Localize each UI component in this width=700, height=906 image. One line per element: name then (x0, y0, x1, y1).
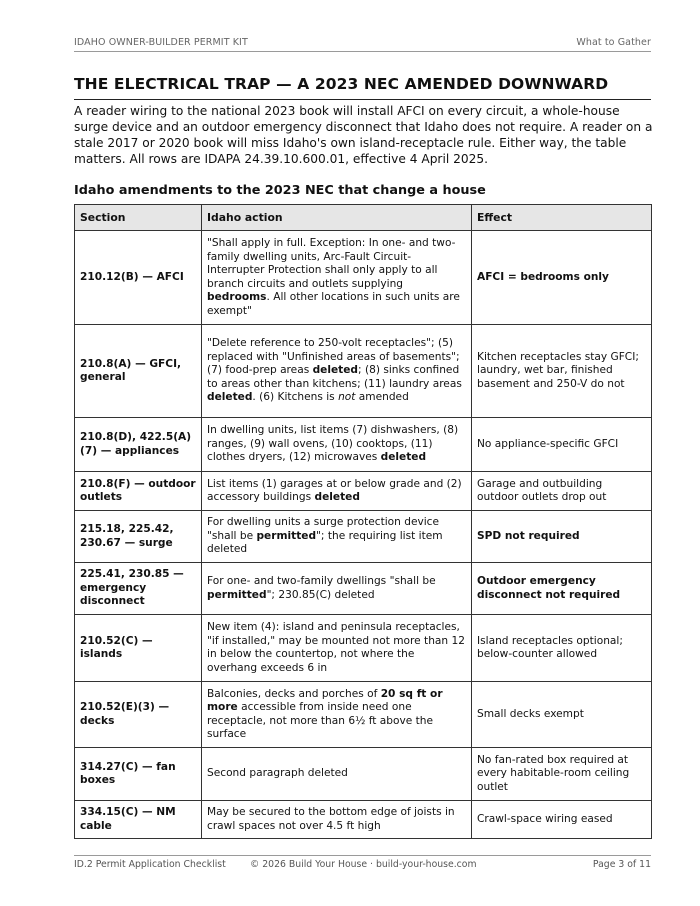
title-rule (74, 99, 651, 100)
cell-text: Balconies, decks and porches of (207, 687, 381, 700)
cell-text: For dwelling units a surge protection device "shall be (207, 516, 440, 542)
section-cell: 314.27(C) — fan boxes (75, 748, 202, 801)
action-cell (202, 615, 472, 682)
cell-text: Island receptacles optional; below-counter allowed (477, 634, 623, 660)
effect-cell (472, 801, 652, 839)
table-row (75, 511, 652, 563)
bold-emphasis: deleted (380, 451, 427, 464)
bold-emphasis: deleted (207, 391, 253, 404)
action-cell (202, 801, 472, 839)
effect-cell (472, 418, 652, 472)
cell-text: accessible from inside need one receptacle, not more than 6½ ft above the surface (207, 701, 434, 740)
header-rule (74, 51, 651, 52)
bold-emphasis: SPD not required (477, 529, 580, 542)
effect-cell (472, 682, 652, 748)
italic-emphasis: not (338, 391, 356, 404)
cell-text: . (6) Kitchens is (252, 391, 339, 404)
column-header-effect: Effect (472, 205, 652, 231)
page-title: THE ELECTRICAL TRAP — A 2023 NEC AMENDED DOWNWARD (74, 75, 609, 93)
bold-emphasis: Outdoor emergency disconnect not required (477, 575, 621, 601)
effect-cell (472, 511, 652, 563)
effect-cell (472, 325, 652, 418)
cell-text: List items (1) garages at or below grade and (2) accessory buildings (207, 477, 462, 503)
section-cell: 210.8(A) — GFCI, general (75, 325, 202, 418)
cell-text: "; 230.85(C) deleted (266, 588, 375, 601)
cell-text: ; (8) sinks confined to areas other than kitchens; (11) laundry areas (207, 364, 462, 390)
effect-cell (472, 563, 652, 615)
running-header (74, 37, 651, 48)
footer-rule (74, 855, 651, 856)
table-row (75, 563, 652, 615)
table-row (75, 418, 652, 472)
cell-text: "Delete reference to 250-volt receptacles"; (5) replaced with "Unfinished areas of basements"; (7) food-prep areas (207, 337, 460, 377)
effect-cell (472, 231, 652, 325)
section-cell: 210.12(B) — AFCI (75, 231, 202, 325)
action-cell (202, 682, 472, 748)
table-row (75, 801, 652, 839)
section-cell: 215.18, 225.42, 230.67 — surge (75, 511, 202, 563)
cell-text: . All other locations in such units are exempt" (207, 291, 460, 317)
cell-text: In dwelling units, list items (7) dishwashers, (8) ranges, (9) wall ovens, (10) cooktops, (11) clothes dryers, (12) microwaves (207, 424, 459, 464)
cell-text: "Shall apply in full. Exception: In one- and two-family dwelling units, Arc-Fault Circuit-Interrupter Protection shall only apply to all branch circuits and outlets supplying (207, 237, 456, 290)
action-cell (202, 511, 472, 563)
action-cell (202, 325, 472, 418)
section-cell: 334.15(C) — NM cable (75, 801, 202, 839)
column-header-section: Section (75, 205, 202, 231)
column-header-action: Idaho action (202, 205, 472, 231)
cell-text: "; the requiring list item deleted (207, 529, 443, 556)
action-cell (202, 231, 472, 325)
bold-emphasis: 20 sq ft or more (207, 687, 443, 713)
cell-text: Kitchen receptacles stay GFCI; laundry, wet bar, finished basement and 250-V do not (477, 350, 639, 390)
amendments-table (74, 204, 652, 839)
bold-emphasis: bedrooms (207, 291, 267, 303)
effect-cell (472, 472, 652, 511)
bold-emphasis: AFCI = bedrooms only (477, 270, 609, 283)
effect-cell (472, 615, 652, 682)
table-row (75, 682, 652, 748)
table-row (75, 615, 652, 682)
footer-document-id: ID.2 Permit Application Checklist (74, 859, 226, 870)
cell-text: No appliance-specific GFCI (477, 437, 619, 450)
table-row (75, 325, 652, 418)
header-kit-title: IDAHO OWNER-BUILDER PERMIT KIT (74, 37, 248, 48)
section-cell: 210.8(F) — outdoor outlets (75, 472, 202, 511)
cell-text: No fan-rated box required at every habitable-room ceiling outlet (477, 753, 630, 793)
section-cell: 210.52(C) — islands (75, 615, 202, 682)
section-cell: 210.52(E)(3) — decks (75, 682, 202, 748)
intro-paragraph: A reader wiring to the national 2023 book will install AFCI on every circuit, a whole-house surge device and an outdoor emergency disconnect that Idaho does not require. A reader on a stale 2017 or 2020 book will miss Idaho's own island-receptacle rule. Either way, the table matters. All rows are IDAPA 24.39.10.600.01, effective 4 April 2025. (74, 104, 653, 166)
cell-text: Garage and outbuilding outdoor outlets drop out (477, 477, 607, 503)
action-cell (202, 472, 472, 511)
page-footer (74, 859, 651, 873)
cell-text: May be secured to the bottom edge of joists in crawl spaces not over 4.5 ft high (207, 806, 455, 832)
bold-emphasis: permitted (207, 588, 267, 601)
table-header-row (75, 205, 652, 231)
cell-text: Crawl-space wiring eased (477, 812, 613, 825)
action-cell (202, 563, 472, 615)
header-section-title: What to Gather (576, 37, 651, 48)
table-row (75, 472, 652, 511)
cell-text: New item (4): island and peninsula receptacles, "if installed," may be mounted not more than 12 in below the countertop, not where the overhang exceeds 6 in (207, 621, 465, 674)
cell-text: For one- and two-family dwellings "shall be (207, 575, 436, 587)
bold-emphasis: deleted (312, 364, 359, 377)
table-row (75, 231, 652, 325)
bold-emphasis: deleted (314, 491, 360, 503)
section-cell: 210.8(D), 422.5(A)(7) — appliances (75, 418, 202, 472)
effect-cell (472, 748, 652, 801)
action-cell (202, 748, 472, 801)
section-cell: 225.41, 230.85 — emergency disconnect (75, 563, 202, 615)
footer-copyright: © 2026 Build Your House · build-your-house.com (250, 859, 477, 870)
action-cell (202, 418, 472, 472)
cell-text: Small decks exempt (477, 707, 584, 720)
bold-emphasis: permitted (256, 529, 317, 542)
footer-page-number: Page 3 of 11 (592, 859, 651, 870)
cell-text: amended (355, 391, 409, 404)
cell-text: Second paragraph deleted (207, 767, 348, 780)
table-caption: Idaho amendments to the 2023 NEC that change a house (74, 183, 486, 198)
table-row (75, 748, 652, 801)
